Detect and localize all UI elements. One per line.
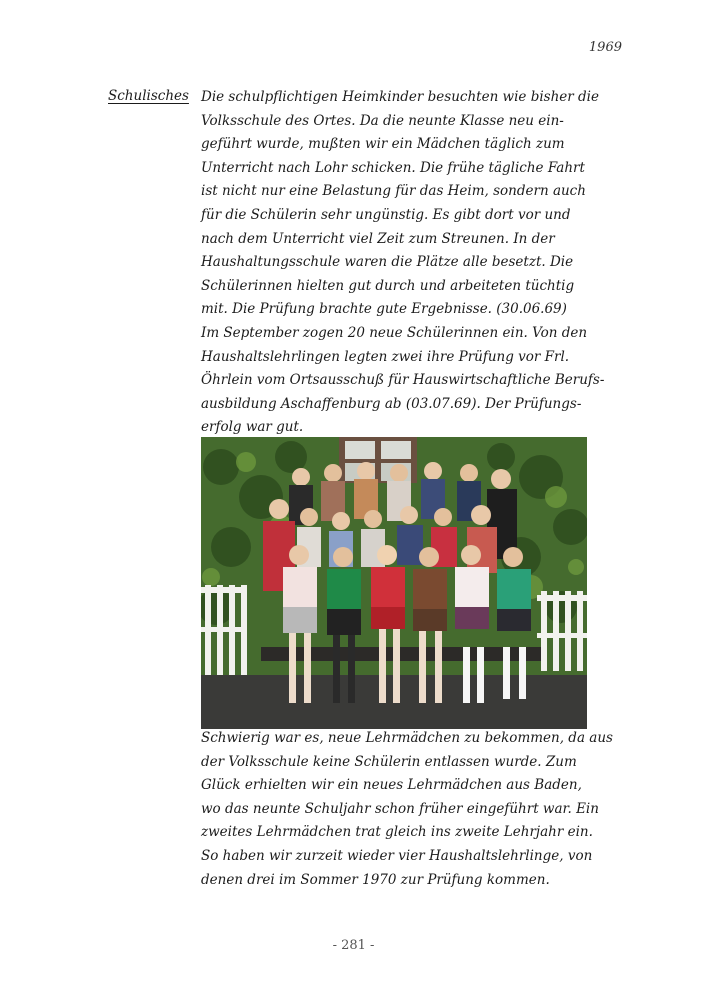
text-line: mit. Die Prüfung brachte gute Ergebnisse. (30.06.69) bbox=[201, 301, 567, 318]
text-line: Volksschule des Ortes. Da die neunte Klasse neu ein- bbox=[201, 112, 564, 129]
page-year: 1969 bbox=[588, 40, 622, 55]
paragraph-1 bbox=[201, 86, 631, 440]
text-line: Haushaltungsschule waren die Plätze alle besetzt. Die bbox=[201, 254, 574, 271]
text-line: ausbildung Aschaffenburg ab (03.07.69). Der Prüfungs- bbox=[201, 395, 582, 412]
text-line: der Volksschule keine Schülerin entlassen wurde. Zum bbox=[201, 753, 577, 770]
text-line: Haushaltslehrlingen legten zwei ihre Prüfung vor Frl. bbox=[201, 348, 570, 365]
paragraph-2 bbox=[201, 727, 631, 892]
text-line: Unterricht nach Lohr schicken. Die frühe tägliche Fahrt bbox=[201, 159, 585, 176]
text-line: Im September zogen 20 neue Schülerinnen ein. Von den bbox=[201, 324, 588, 341]
text-line: geführt wurde, mußten wir ein Mädchen täglich zum bbox=[201, 136, 565, 153]
text-line: zweites Lehrmädchen trat gleich ins zweite Lehrjahr ein. bbox=[201, 824, 593, 841]
text-line: Öhrlein vom Ortsausschuß für Hauswirtschaftliche Berufs- bbox=[201, 372, 605, 389]
section-label: Schulisches bbox=[108, 88, 189, 104]
text-line: So haben wir zurzeit wieder vier Haushaltslehrlinge, von bbox=[201, 847, 593, 864]
text-line: nach dem Unterricht viel Zeit zum Streunen. In der bbox=[201, 230, 555, 247]
text-line: für die Schülerin sehr ungünstig. Es gibt dort vor und bbox=[201, 206, 571, 223]
text-line: erfolg war gut. bbox=[201, 419, 304, 436]
text-line: wo das neunte Schuljahr schon früher eingeführt war. Ein bbox=[201, 800, 599, 817]
text-line: ist nicht nur eine Belastung für das Heim, sondern auch bbox=[201, 183, 586, 200]
text-line: denen drei im Sommer 1970 zur Prüfung kommen. bbox=[201, 871, 550, 888]
text-line: Die schulpflichtigen Heimkinder besuchten wie bisher die bbox=[201, 89, 599, 105]
page-number: - 281 - bbox=[332, 938, 375, 953]
group-photo bbox=[201, 437, 587, 729]
text-line: Glück erhielten wir ein neues Lehrmädchen aus Baden, bbox=[201, 777, 582, 794]
text-line: Schwierig war es, neue Lehrmädchen zu bekommen, da aus bbox=[201, 730, 613, 746]
text-line: Schülerinnen hielten gut durch und arbeiteten tüchtig bbox=[201, 277, 575, 294]
